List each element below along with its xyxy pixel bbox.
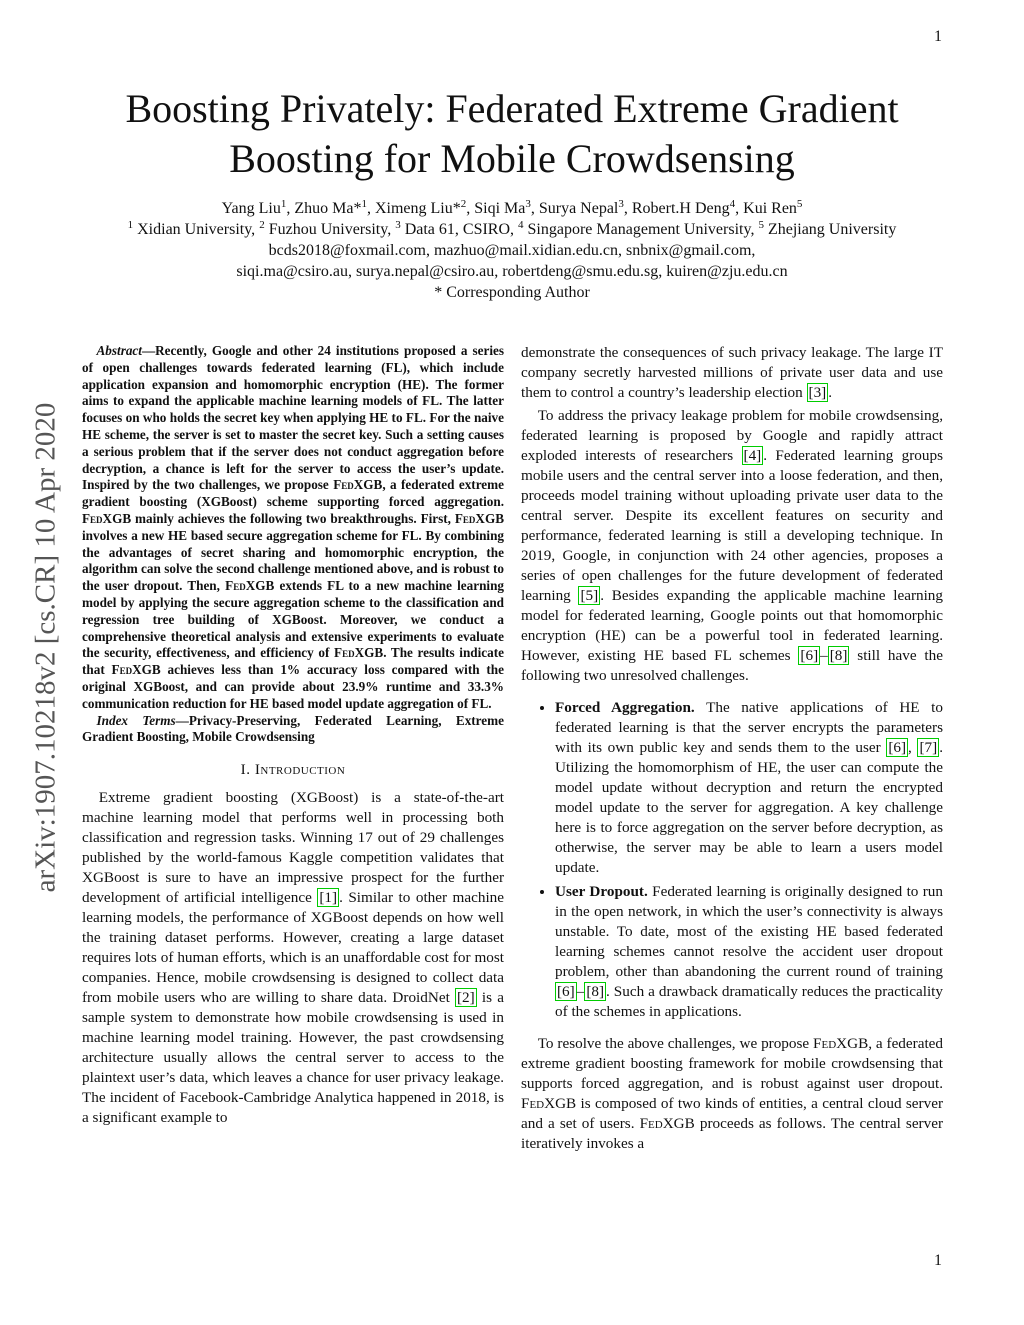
section-number: I.: [240, 761, 255, 779]
author-name: Robert.H Deng: [631, 200, 730, 217]
title-line-1: Boosting Privately: Federated Extreme Gradient: [125, 86, 899, 131]
section-heading-introduction: [82, 760, 504, 780]
left-column: [82, 343, 504, 1128]
author-name: Yang Liu: [221, 200, 281, 217]
body-text: Extreme gradient boosting (XGBoost) is a state-of-the-art machine learning model that performs well in processing both classification and regression tasks. Winning 17 out of 29 challenges published by the world-famous Kaggle competition validates that XGBoost is sure to have an impressive prospect for the further development of artificial intelligence: [82, 789, 504, 907]
abstract-text: . The results indicate that: [82, 645, 504, 678]
author-names: [70, 198, 954, 219]
intro-paragraph-3: [521, 1034, 943, 1154]
author-sep: ,: [366, 200, 375, 217]
fedxgb-name: FedXGB: [454, 510, 504, 526]
author-sup: 4: [729, 198, 736, 210]
index-terms-label: Index Terms: [96, 712, 176, 728]
body-text: To resolve the above challenges, we propose: [537, 1035, 814, 1052]
author-sep: ,: [735, 200, 744, 217]
list-item: [555, 698, 943, 878]
author-sup: 1: [361, 198, 367, 210]
affil-sup: 5: [758, 219, 764, 231]
author-sep: ,: [466, 200, 475, 217]
index-terms-text: —Privacy-Preserving, Federated Learning, Extreme Gradient Boosting, Mobile Crowdsensing: [82, 712, 504, 745]
body-text: demonstrate the consequences of such privacy leakage. The large IT company secretly harvested millions of private user data and use them to control a country’s leadership election: [521, 344, 943, 401]
index-terms: [82, 713, 504, 747]
arxiv-stamp: [26, 352, 66, 942]
page-number-bottom: 1: [934, 1252, 942, 1269]
author-name: Surya Nepal: [538, 200, 619, 217]
body-text: is a sample system to demonstrate how mobile crowdsensing is used in machine learning model training. However, the past crowdsensing architecture usually allows the central server to access to the plaintext user’s data, which leaves a chance for user privacy leakage. The incident of Facebook-Cambridge Analytica happened in 2018, is a significant example to: [82, 989, 504, 1127]
section-title: Introduction: [254, 761, 346, 779]
body-text: . Utilizing the homomorphism of HE, the user can compute the model update without decryption and return the encrypted model update to the server for aggregation. A key challenge here is to force aggregation on the server before decryption, as otherwise, the server may be able to learn a users model update.: [555, 739, 943, 876]
page-number-top: 1: [934, 28, 942, 45]
abstract-text: —Recently, Google and other 24 institutions proposed a series of open challenges towards federated learning (FL), which include application expansion and homomorphic encryption (HE). The former aims to expand the applicable machine learning models of FL. The latter focuses on who holds the secret key when applying HE to FL. For the naive HE scheme, the server is set to master the secret key. Such a setting causes a serious problem that if the server does not conduct aggregation before decryption, a chance is left for the server to access the user’s update. Inspired by the two challenges, we propose: [82, 343, 504, 493]
citation-link[interactable]: [6]: [557, 983, 575, 1000]
citation-link[interactable]: [7]: [919, 739, 938, 756]
body-text: . Besides expanding the applicable machine learning model for federated learning, Google points out that homomorphic encryption (HE) can be a powerful tool in federated learning. However, existing HE based FL schemes: [521, 587, 943, 664]
body-text: ,: [908, 739, 918, 756]
affil-name: Zhejiang University: [763, 221, 897, 238]
author-sup: 3: [525, 198, 531, 210]
author-sup: 5: [796, 198, 803, 210]
affil-name: Xidian University,: [133, 221, 260, 238]
abstract-paragraph: [82, 343, 504, 713]
emails-line-2: siqi.ma@csiro.au, surya.nepal@csiro.au, robertdeng@smu.edu.sg, kuiren@zju.edu.cn: [236, 263, 788, 280]
fedxgb-name: FedXGB: [521, 1095, 577, 1112]
author-block: [70, 198, 954, 303]
fedxgb-name: FedXGB: [334, 645, 384, 661]
citation-link[interactable]: [6]: [888, 739, 907, 756]
fedxgb-name: FedXGB: [639, 1115, 695, 1132]
citation-link[interactable]: [4]: [743, 447, 762, 464]
body-text: .: [828, 384, 833, 401]
intro-paragraph-2: [521, 406, 943, 686]
abstract-label: Abstract: [96, 343, 142, 358]
body-text: Federated learning is originally designed to run in the open network, in which the user’s connectivity is always unstable. To date, most of the existing HE based federated learning schemes cannot resolve the accident user dropout problem, other than abandoning the current round of training: [555, 883, 943, 980]
abstract: [82, 343, 504, 746]
author-name: Ximeng Liu*: [374, 200, 461, 217]
author-name: Siqi Ma: [474, 200, 526, 217]
affiliations: [70, 219, 954, 240]
emails-line-1: bcds2018@foxmail.com, mazhuo@mail.xidian.edu.cn, snbnix@gmail.com,: [268, 242, 756, 259]
citation-link[interactable]: [1]: [319, 889, 338, 907]
body-text: . Similar to other machine learning models, the performance of XGBoost depends on how well the training dataset performs. However, creating a large dataset requires lots of human efforts, which is an unaffordable cost for most companies. Hence, mobile crowdsensing is designed to collect data from mobile users who are willing to share data. DroidNet: [82, 889, 504, 1007]
author-sep: ,: [286, 200, 295, 217]
author-name: Kui Ren: [743, 200, 797, 217]
abstract-text: extends FL to a new machine learning model by applying the secure aggregation scheme to the classification and regression tree building of XGBoost. Moreover, we conduct a comprehensive theoretical analysis and extensive experiments to evaluate the security, effectiveness, and efficiency of: [82, 578, 504, 661]
right-column: [521, 343, 943, 1154]
affil-name: Singapore Management University,: [523, 221, 759, 238]
affil-sup: 2: [259, 219, 265, 231]
body-text: . Federated learning groups mobile users and the central server into a loose federation, and then, proceeds model training without uploading private user data to the central server. Despite its excellent features on security and performance, federated learning is still a developing technique. In 2019, Google, in conjunction with 24 other agencies, proposes a series of open challenges for the future development of federated learning: [521, 447, 943, 604]
corresponding-author-note: * Corresponding Author: [434, 284, 590, 301]
affil-name: Fuzhou University,: [264, 221, 396, 238]
affil-sup: 3: [395, 219, 401, 231]
fedxgb-name: FedXGB: [333, 477, 383, 493]
body-text: proceeds as follows. The central server iteratively invokes a: [521, 1115, 944, 1152]
affil-name: Data 61, CSIRO,: [400, 221, 519, 238]
arxiv-stamp-text: arXiv:1907.10218v2 [cs.CR] 10 Apr 2020: [29, 402, 62, 892]
citation-link[interactable]: [6]: [800, 647, 819, 664]
paper-title: [80, 84, 944, 184]
bullet-title: Forced Aggregation.: [555, 699, 695, 716]
citation-link[interactable]: [5]: [580, 587, 599, 604]
author-sup: 1: [280, 198, 287, 210]
list-item: [555, 882, 943, 1022]
intro-paragraph-1-continued: [521, 343, 943, 403]
challenge-list: [521, 698, 943, 1022]
affil-sup: 1: [127, 219, 134, 231]
body-text: The native applications of HE to federated learning is that the server encrypts the parameters with its own public key and sends them to the user: [555, 699, 943, 756]
title-line-2: Boosting for Mobile Crowdsensing: [229, 136, 795, 181]
abstract-text: mainly achieves the following two breakthroughs. First,: [131, 510, 455, 526]
body-text: To address the privacy leakage problem for mobile crowdsensing, federated learning is proposed by Google and rapidly attract exploded interests of researchers: [521, 407, 943, 464]
body-text: , a federated extreme gradient boosting framework for mobile crowdsensing that supports forced aggregation, and is robust against user dropout.: [521, 1035, 943, 1092]
body-text: is composed of two kinds of entities, a central cloud server and a set of users.: [521, 1095, 943, 1132]
body-text: . Such a drawback dramatically reduces the practicality of the schemes in applications.: [555, 983, 943, 1020]
abstract-text: achieves less than 1% accuracy loss compared with the original XGBoost, and can provide about 23.9% runtime and 33.3% communication reduction for HE based model update aggregation of FL.: [82, 662, 504, 711]
citation-link[interactable]: [2]: [457, 989, 475, 1007]
citation-link[interactable]: [8]: [829, 647, 848, 664]
author-sep: ,: [623, 200, 632, 217]
abstract-text: , a federated extreme gradient boosting (XGBoost) scheme supporting forced aggregation.: [82, 477, 505, 510]
bullet-title: User Dropout.: [555, 883, 648, 900]
citation-link[interactable]: [8]: [586, 983, 605, 1000]
fedxgb-name: FedXGB: [225, 578, 275, 594]
author-name: Zhuo Ma*: [294, 200, 362, 217]
author-sep: ,: [530, 200, 539, 217]
author-sup: 3: [618, 198, 624, 210]
citation-link[interactable]: [3]: [808, 384, 827, 401]
intro-paragraph-1: [82, 788, 504, 1128]
abstract-text: involves a new HE based secure aggregation scheme for FL. By combining the advantages of secret sharing and homomorphic encryption, the algorithm can solve the second challenge mentioned above, and is robust to the user dropout. Then,: [82, 527, 504, 594]
fedxgb-name: FedXGB: [82, 510, 132, 526]
fedxgb-name: FedXGB: [813, 1035, 869, 1052]
body-text: still have the following two unresolved challenges.: [521, 647, 943, 684]
body-text: –: [820, 647, 828, 664]
author-sup: 2: [460, 198, 467, 210]
affil-sup: 4: [518, 219, 524, 231]
fedxgb-name: FedXGB: [111, 662, 161, 678]
body-text: –: [576, 983, 585, 1000]
